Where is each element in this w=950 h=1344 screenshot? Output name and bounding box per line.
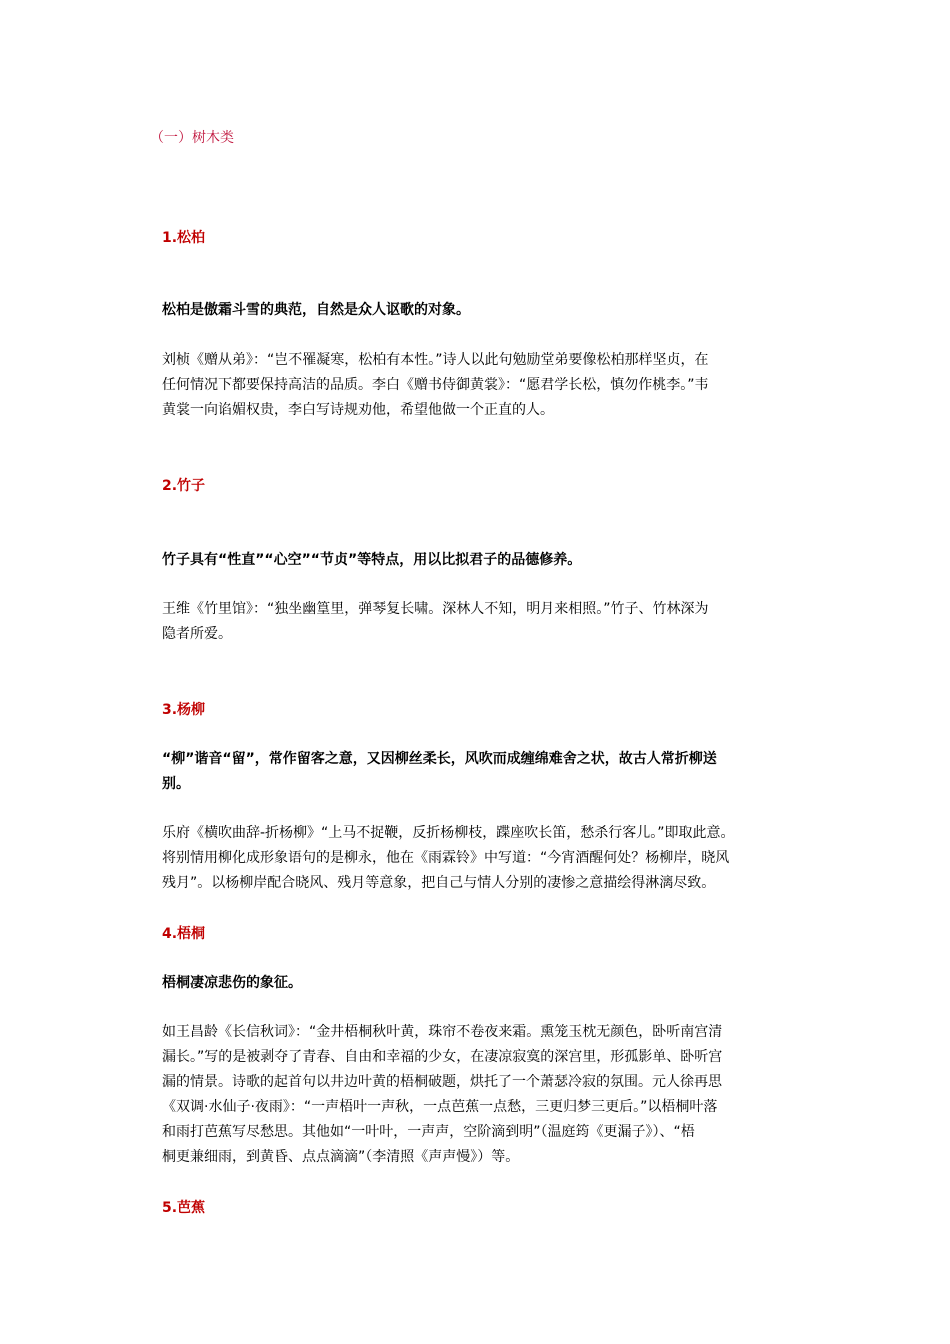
entry-body-songbai — [162, 348, 790, 423]
entry-body-wutong — [162, 1020, 790, 1170]
entry-lead-yangliu — [162, 747, 782, 797]
body-line: 残月”。以杨柳岸配合晓风、残月等意象，把自己与情人分别的凄惨之意描绘得淋漓尽致。 — [162, 875, 716, 891]
body-line: 王维《竹里馆》：“独坐幽篁里，弹琴复长啸。深林人不知，明月来相照。”竹子、竹林深为 — [162, 601, 709, 617]
lead-line: 别。 — [162, 776, 190, 792]
entry-lead-songbai — [162, 298, 782, 323]
body-line: 黄裳一向谄媚权贵，李白写诗规劝他，希望他做一个正直的人。 — [162, 402, 554, 418]
body-line: 《双调·水仙子·夜雨》：“一声梧叶一声秋，一点芭蕉一点愁，三更归梦三更后。”以梧桐叶落 — [162, 1099, 718, 1115]
entry-heading-wutong: 4.梧桐 — [162, 926, 206, 942]
body-line: 桐更兼细雨，到黄昏、点点滴滴”（李清照《声声慢》）等。 — [162, 1149, 520, 1165]
lead-line: 梧桐凄凉悲伤的象征。 — [162, 975, 302, 991]
entry-heading-zhuzi: 2.竹子 — [162, 478, 206, 494]
body-line: 如王昌龄《长信秋词》：“金井梧桐秋叶黄，珠帘不卷夜来霜。熏笼玉枕无颜色，卧听南宫清 — [162, 1024, 723, 1040]
body-line: 隐者所爱。 — [162, 626, 232, 642]
entry-lead-wutong — [162, 971, 782, 996]
entry-heading-yangliu: 3.杨柳 — [162, 702, 206, 718]
entry-heading-songbai: 1.松柏 — [162, 230, 206, 246]
lead-line: 松柏是傲霜斗雪的典范，自然是众人讴歌的对象。 — [162, 302, 470, 318]
entry-body-zhuzi — [162, 597, 790, 647]
lead-line: “柳”谐音“留”，常作留客之意，又因柳丝柔长，风吹而成缠绵难舍之状，故古人常折柳送 — [162, 751, 717, 767]
body-line: 刘桢《赠从弟》：“岂不罹凝寒，松柏有本性。”诗人以此句勉励堂弟要像松柏那样坚贞，在 — [162, 352, 709, 368]
entry-heading-bajiao: 5.芭蕉 — [162, 1200, 206, 1216]
section-title: （一）树木类 — [150, 130, 234, 146]
body-line: 漏长。”写的是被剥夺了青春、自由和幸福的少女，在凄凉寂寞的深宫里，形孤影单、卧听宫 — [162, 1049, 723, 1065]
entry-body-yangliu — [162, 821, 790, 896]
body-line: 乐府《横吹曲辞-折杨柳》“上马不捉鞭，反折杨柳枝，蹀座吹长笛，愁杀行客儿。”即取此意。 — [162, 825, 735, 841]
entry-lead-zhuzi — [162, 548, 782, 573]
body-line: 将别情用柳化成形象语句的是柳永，他在《雨霖铃》中写道：“今宵酒醒何处？杨柳岸，晓风 — [162, 850, 730, 866]
body-line: 任何情况下都要保持高洁的品质。李白《赠书侍御黄裳》：“愿君学长松，慎勿作桃李。”韦 — [162, 377, 709, 393]
lead-line: 竹子具有“性直”“心空”“节贞”等特点，用以比拟君子的品德修养。 — [162, 552, 582, 568]
body-line: 漏的情景。诗歌的起首句以井边叶黄的梧桐破题，烘托了一个萧瑟冷寂的氛围。元人徐再思 — [162, 1074, 722, 1090]
body-line: 和雨打芭蕉写尽愁思。其他如“一叶叶，一声声，空阶滴到明”（温庭筠《更漏子》）、“梧 — [162, 1124, 695, 1140]
